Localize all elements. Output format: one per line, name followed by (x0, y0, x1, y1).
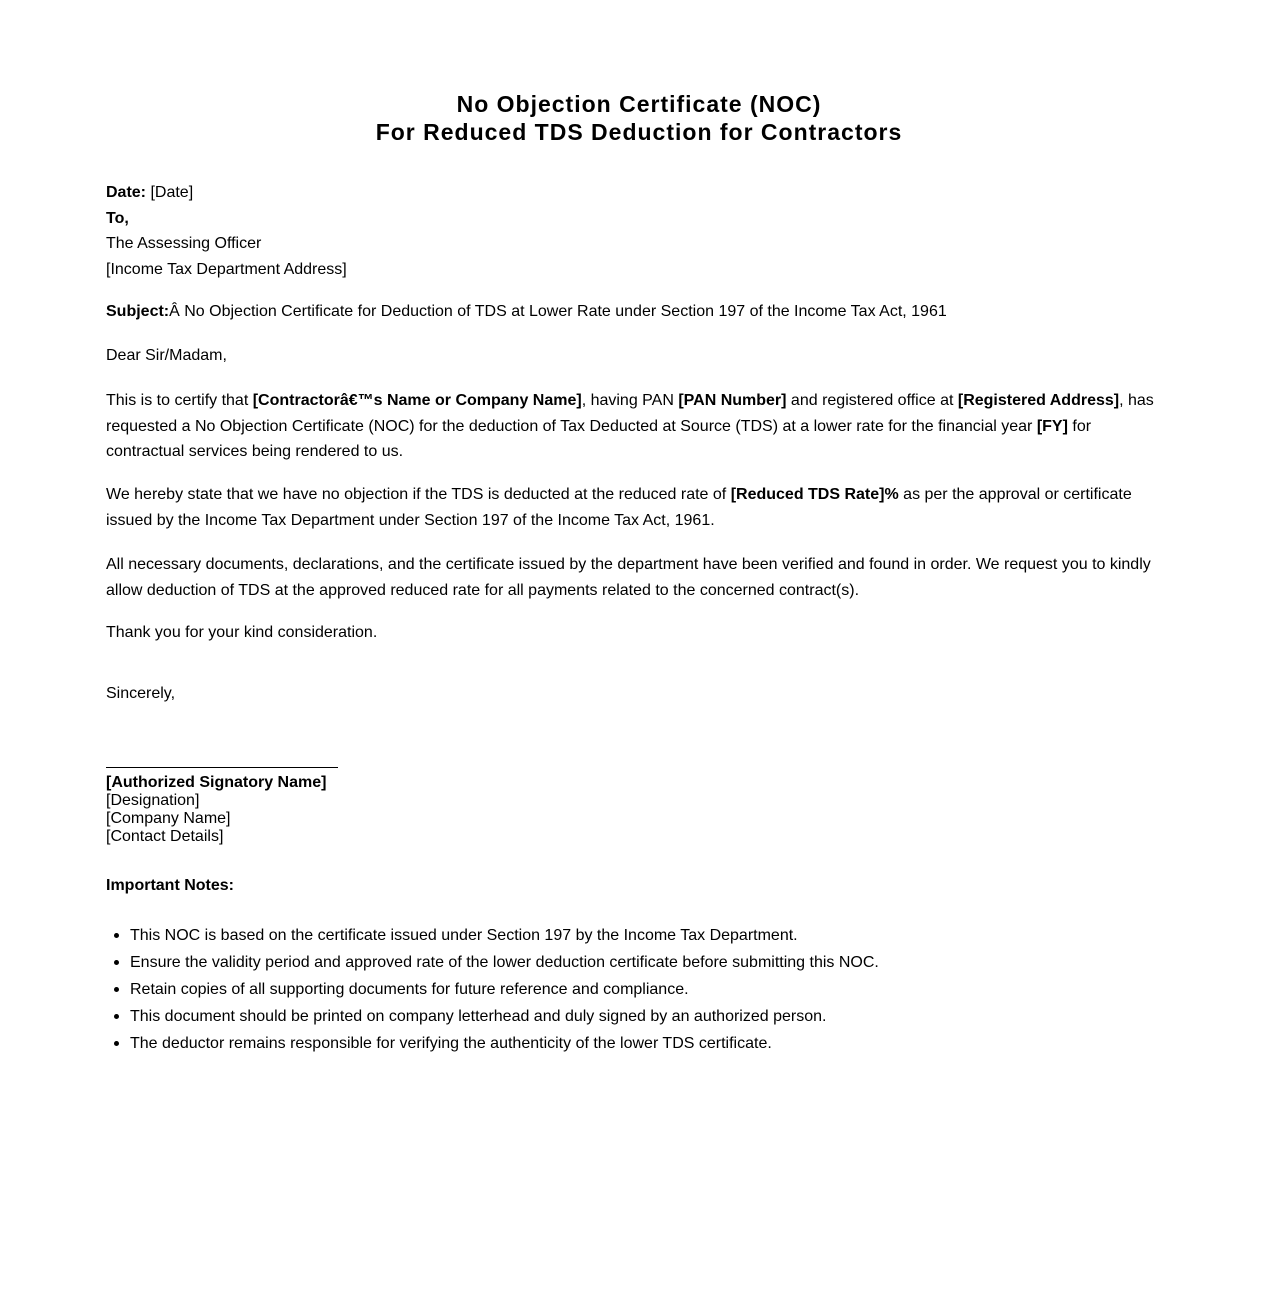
contractor-name-placeholder: [Contractorâ€™s Name or Company Name] (252, 392, 582, 409)
p1-text-4: , has requested a No Objection Certificate (NOC) for the deduction of Tax Deducted at Source (TDS) at a lower rate for the financial year (106, 392, 1154, 435)
list-item: Ensure the validity period and approved rate of the lower deduction certificate before submitting this NOC. (130, 949, 1190, 976)
paragraph-verification: All necessary documents, declarations, and the certificate issued by the department have been verified and found in order. We request you to kindly allow deduction of TDS at the approved reduced rate for all payments related to the concerned contract(s). (106, 556, 1151, 599)
paragraph-no-objection (106, 482, 1166, 533)
subject-text: Â No Objection Certificate for Deduction of TDS at Lower Rate under Section 197 of the Income Tax Act, 1961 (169, 303, 947, 320)
p2-text-2: as per the approval or certificate issued by the Income Tax Department under Section 197 of the Income Tax Act, 1961. (106, 486, 1132, 529)
signatory-contact: [Contact Details] (106, 828, 224, 845)
list-item: This NOC is based on the certificate issued under Section 197 by the Income Tax Department. (130, 922, 1190, 949)
signatory-name: [Authorized Signatory Name] (106, 774, 327, 791)
p1-text-1: This is to certify that (106, 392, 253, 409)
list-item: Retain copies of all supporting documents for future reference and compliance. (130, 976, 1190, 1003)
p2-text-1: We hereby state that we have no objection if the TDS is deducted at the reduced rate of (106, 486, 731, 503)
signature-block (106, 774, 1166, 846)
date-label: Date: (106, 184, 147, 201)
title-line-1: No Objection Certificate (NOC) (456, 91, 822, 117)
recipient-address: [Income Tax Department Address] (106, 261, 347, 279)
signature-line (106, 767, 338, 768)
signatory-company: [Company Name] (106, 810, 231, 827)
date-line (106, 180, 1166, 206)
p1-text-5: for contractual services being rendered to us. (106, 417, 1092, 461)
subject-label: Subject: (106, 303, 170, 320)
p1-text-3: and registered office at (786, 392, 958, 409)
notes-list (106, 922, 1190, 1057)
subject-line (106, 300, 1166, 324)
pan-placeholder: [PAN Number] (678, 392, 787, 409)
tds-rate-placeholder: [Reduced TDS Rate]% (730, 486, 899, 503)
address-placeholder: [Registered Address] (957, 392, 1120, 409)
notes-heading: Important Notes: (106, 877, 234, 894)
paragraph-certification (106, 388, 1166, 465)
date-value: [Date] (146, 184, 194, 201)
thanks-line: Thank you for your kind consideration. (106, 624, 378, 641)
list-item: This document should be printed on company letterhead and duly signed by an authorized person. (130, 1003, 1190, 1030)
signatory-designation: [Designation] (106, 792, 200, 809)
to-label: To, (106, 209, 129, 227)
title-line-2: For Reduced TDS Deduction for Contractors (375, 119, 903, 145)
fy-placeholder: [FY] (1036, 417, 1068, 435)
document-title (0, 90, 1278, 146)
p1-text-2: , having PAN (581, 392, 679, 409)
list-item: The deductor remains responsible for verifying the authenticity of the lower TDS certificate. (130, 1030, 1190, 1057)
closing: Sincerely, (106, 685, 176, 702)
letter-header (106, 180, 1166, 283)
salutation: Dear Sir/Madam, (106, 347, 227, 364)
recipient: The Assessing Officer (106, 235, 262, 253)
